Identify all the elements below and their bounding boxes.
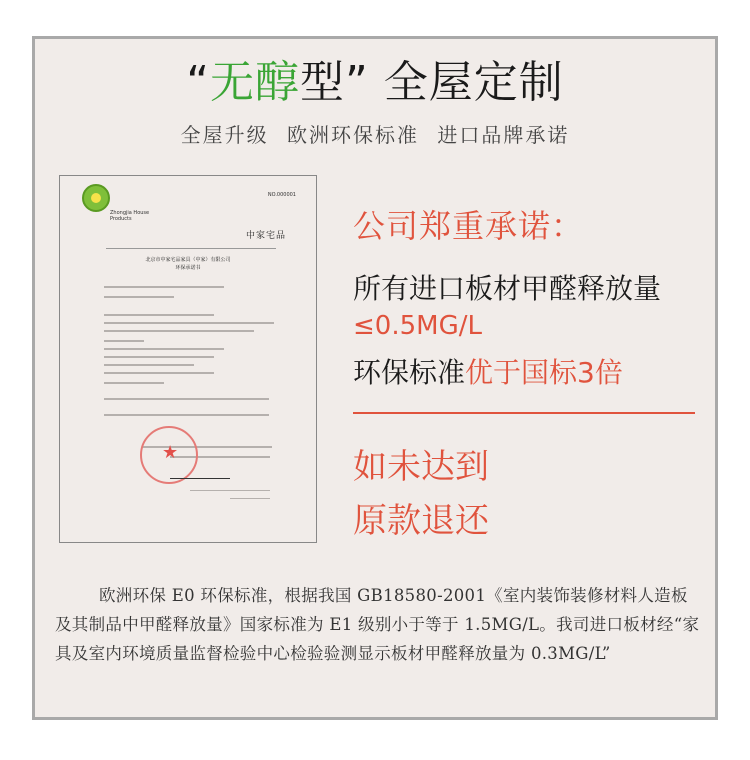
text-line: [104, 414, 269, 416]
text-line: [104, 314, 214, 316]
red-divider: [353, 412, 695, 414]
description-paragraph: 欧洲环保 E0 环保标准，根据我国 GB18580-2001《室内装饰装修材料人造板及其制品中甲醛释放量》国家标准为 E1 级别小于等于 1.5MG/L。我司进口板材经“家具及室内环境质量监督检验中心检验验测显示板材甲醛释放量为 0.3MG/L”: [55, 586, 700, 663]
text-line: [190, 490, 270, 491]
certificate-divider: [106, 248, 276, 249]
text-line: [104, 364, 194, 366]
certificate-company: 北京市中家宅品家具（中家）有限公司: [145, 257, 231, 263]
certificate-brand: 中家宅品: [245, 231, 286, 241]
star-icon: ★: [162, 442, 179, 463]
promise-line-3-highlight: 优于国标3倍: [465, 356, 623, 389]
text-line: [104, 330, 254, 332]
text-line: [104, 322, 274, 324]
main-panel: [32, 36, 718, 720]
refund-line-2: 原款退还: [353, 501, 489, 541]
signature-line: [170, 478, 230, 479]
promise-line-3-prefix: 环保标准: [353, 356, 466, 389]
title-rest: 型” 全屋定制: [300, 57, 564, 108]
promise-line-3: [353, 351, 623, 391]
promise-line-2: ≤0.5MG/L: [353, 311, 482, 341]
certificate-image: [59, 175, 317, 543]
text-line: [104, 382, 164, 384]
text-line: [104, 340, 144, 342]
page-title: [35, 53, 715, 113]
certificate-doc-subtitle: 环保承诺书: [175, 265, 201, 271]
logo-text: Zhongjia House Products: [110, 210, 150, 222]
text-line: [104, 286, 224, 288]
promise-line-1: 所有进口板材甲醛释放量: [353, 272, 662, 305]
title-quote-open: “: [186, 57, 210, 108]
text-line: [104, 296, 174, 298]
page-subtitle: 全屋升级 欧洲环保标准 进口品牌承诺: [180, 123, 570, 147]
certificate-number: NO.000001: [267, 192, 296, 198]
text-line: [230, 498, 270, 499]
certificate-title: [60, 256, 316, 272]
title-accent: 无醇: [210, 57, 300, 108]
brand-logo-icon: [82, 184, 110, 212]
refund-line-1: 如未达到: [353, 447, 489, 487]
official-seal: [140, 426, 198, 484]
promise-title: 公司郑重承诺：: [353, 207, 585, 245]
text-line: [104, 348, 224, 350]
text-line: [104, 372, 214, 374]
text-line: [104, 356, 214, 358]
text-line: [104, 398, 269, 400]
